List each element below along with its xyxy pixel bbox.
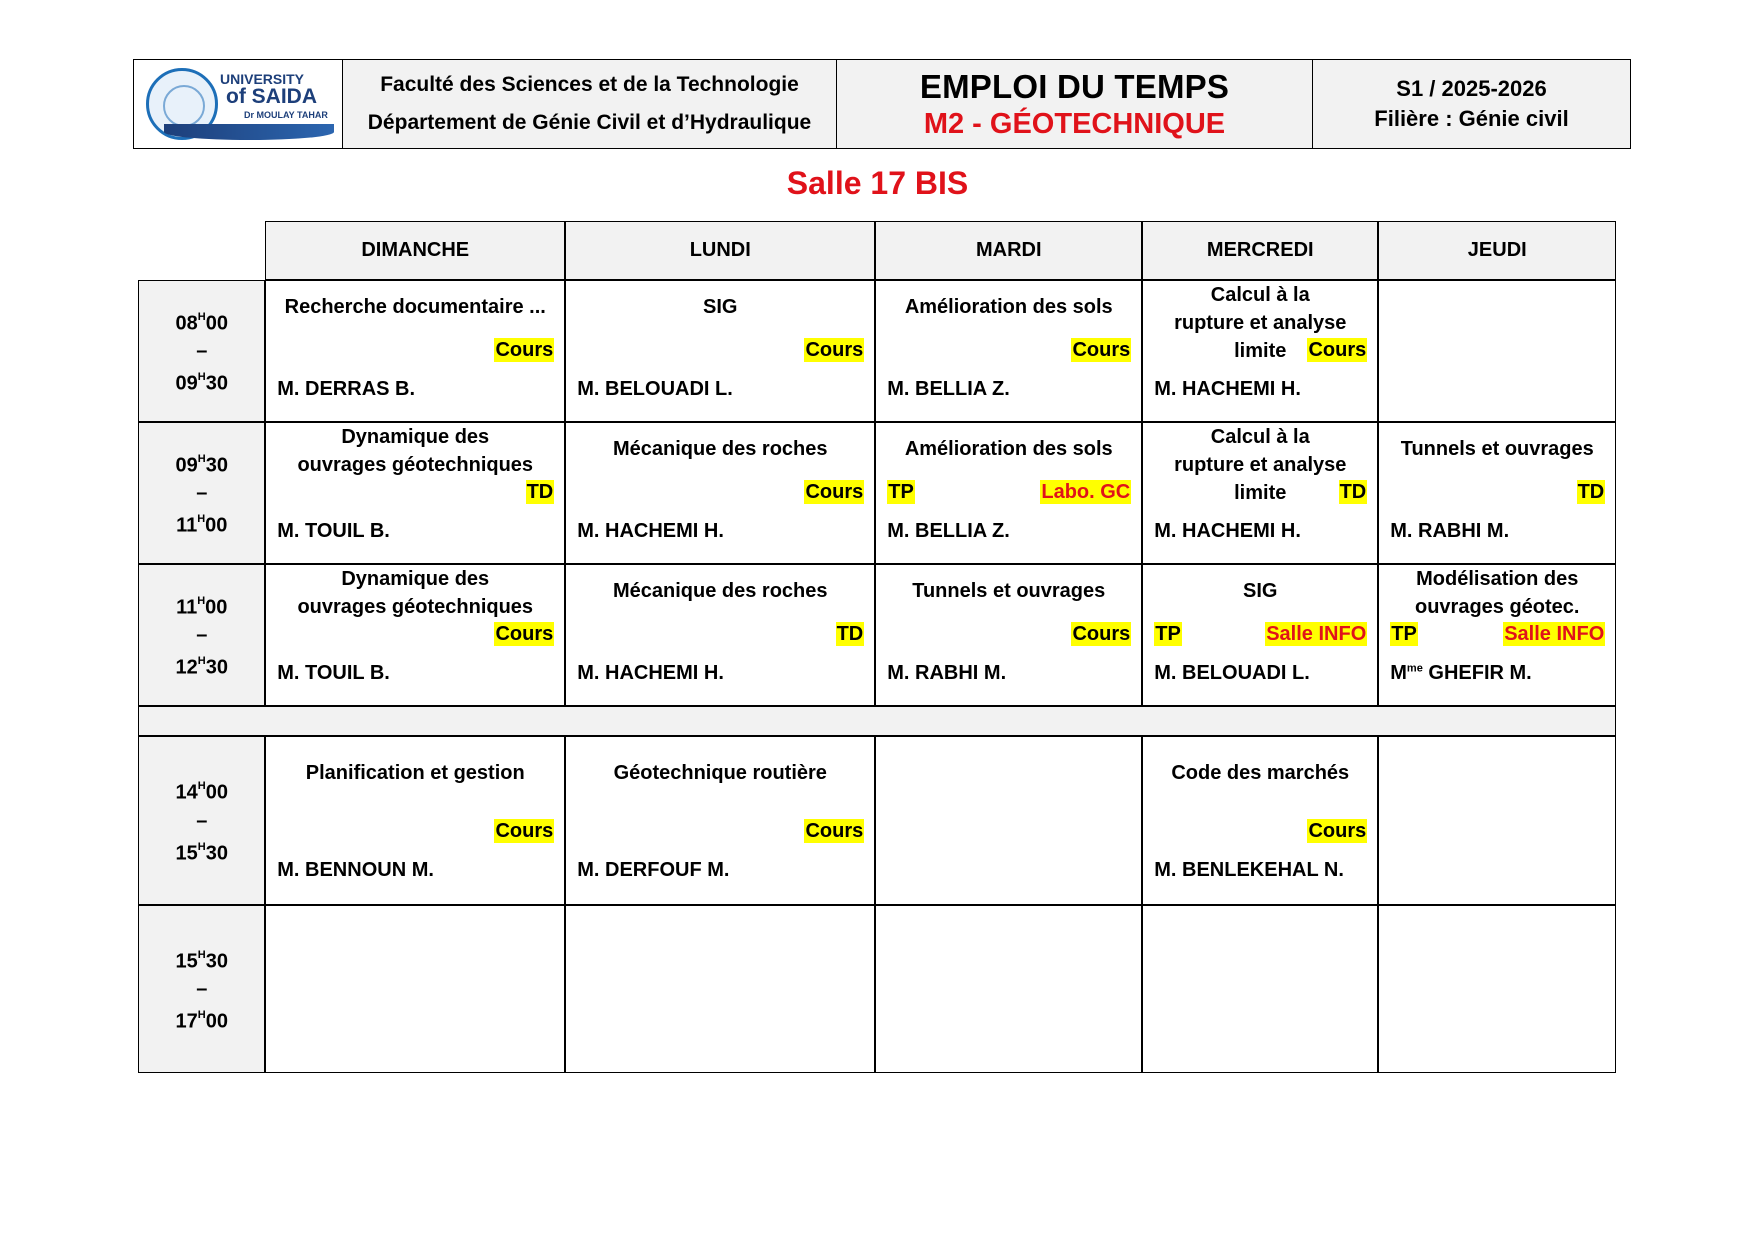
time-hour-mark: H	[197, 1009, 206, 1022]
faculty-name: Faculté des Sciences et de la Technologie	[380, 73, 799, 96]
course-title: Dynamique des ouvrages géotechniques	[297, 568, 534, 619]
session-type-row	[277, 819, 554, 843]
session-type-row	[577, 622, 864, 646]
teacher-name: M. DERRAS B.	[277, 378, 416, 401]
session-type-badge: Cours	[495, 820, 554, 843]
teacher-name: M. BENNOUN M.	[277, 859, 434, 882]
time-end: $11^H00$	[176, 513, 228, 537]
session-type-row	[1154, 622, 1367, 646]
session-type-badge: TD	[1339, 481, 1367, 504]
session-type-row	[887, 622, 1131, 646]
session-cell	[875, 564, 1142, 706]
session-type-badge: Cours	[1072, 339, 1131, 362]
session-type-badge: TP	[888, 481, 914, 504]
course-title: Amélioration des sols	[904, 296, 1113, 319]
program-subtitle: M2 - GÉOTECHNIQUE	[923, 107, 1226, 140]
session-cell	[565, 280, 875, 422]
session-type-row	[277, 338, 554, 362]
session-cell	[565, 736, 875, 905]
time-end: $09^H30$	[175, 371, 228, 395]
time-hour-mark: H	[197, 371, 206, 384]
time-slot-label	[138, 736, 265, 905]
time-hour-mark: H	[197, 452, 206, 465]
page-title: EMPLOI DU TEMPS	[919, 67, 1230, 105]
session-type-badge: TD	[836, 623, 864, 646]
session-cell	[265, 422, 565, 564]
time-start: $09^H30$	[175, 452, 228, 477]
session-type-badge: Cours	[805, 339, 864, 362]
session-type-row	[277, 622, 554, 646]
timetable-grid	[139, 222, 1626, 1078]
time-hour-mark: H	[197, 840, 206, 853]
session-cell	[565, 564, 875, 706]
teacher-name: M. HACHEMI H.	[1154, 378, 1301, 401]
course-title: SIG	[1243, 580, 1278, 603]
time-separator: –	[196, 340, 208, 363]
session-cell	[265, 564, 565, 706]
time-start: $11^H00$	[176, 594, 228, 619]
time-hour-mark: H	[197, 310, 206, 323]
session-type-row	[277, 480, 554, 504]
lunch-break-row	[138, 706, 1616, 736]
time-hour-mark: H	[197, 780, 206, 793]
session-type-row	[577, 480, 864, 504]
session-type-row	[1154, 480, 1367, 504]
session-type-row	[1390, 622, 1605, 646]
time-separator: –	[196, 624, 208, 647]
time-end: $17^H00$	[175, 1009, 228, 1033]
session-type-row	[577, 819, 864, 843]
session-cell	[1378, 905, 1616, 1073]
day-header: JEUDI	[1378, 221, 1616, 280]
session-cell	[1142, 564, 1378, 706]
teacher-name: $M^{me}$ GHEFIR M.	[1390, 662, 1532, 685]
teacher-name: M. HACHEMI H.	[577, 520, 724, 543]
day-header: MARDI	[875, 221, 1142, 280]
session-cell	[1378, 422, 1616, 564]
session-type-badge: Cours	[1072, 623, 1131, 646]
session-type-row	[1390, 480, 1605, 504]
session-type-badge: Cours	[1308, 339, 1367, 362]
teacher-name: M. BELOUADI L.	[577, 378, 733, 401]
course-title: SIG	[703, 296, 738, 319]
time-end: $12^H30$	[175, 655, 228, 679]
teacher-name: M. BENLEKEHAL N.	[1154, 859, 1344, 882]
session-cell	[875, 422, 1142, 564]
session-type-row	[577, 338, 864, 362]
session-cell	[265, 905, 565, 1073]
teacher-name: M. BELLIA Z.	[887, 520, 1010, 543]
time-hour-mark: H	[197, 655, 206, 668]
course-title: Mécanique des roches	[612, 438, 828, 461]
time-hour-mark: H	[197, 948, 206, 961]
time-start: $08^H00$	[175, 310, 228, 335]
teacher-name: M. TOUIL B.	[277, 520, 390, 543]
course-title: Code des marchés	[1171, 762, 1350, 785]
session-room-badge: Salle INFO	[1504, 623, 1605, 646]
session-type-badge: TP	[1391, 623, 1417, 646]
session-type-badge: TD	[1577, 481, 1605, 504]
teacher-name: M. DERFOUF M.	[577, 859, 730, 882]
session-cell	[1142, 736, 1378, 905]
time-slot-label	[138, 422, 265, 564]
session-cell	[1378, 564, 1616, 706]
session-room-badge: Salle INFO	[1266, 623, 1367, 646]
time-slot-label	[138, 905, 265, 1073]
session-cell	[875, 280, 1142, 422]
session-cell	[265, 736, 565, 905]
course-title: Calcul à la rupture et analyse limite	[1174, 426, 1347, 505]
teacher-name: M. RABHI M.	[1390, 520, 1510, 543]
semester-label: S1 / 2025-2026	[1396, 76, 1547, 101]
title-block	[837, 60, 1313, 148]
header-table	[133, 59, 1631, 149]
course-title: Géotechnique routière	[613, 762, 827, 785]
time-slot-label	[138, 564, 265, 706]
session-type-badge: Cours	[1308, 820, 1367, 843]
session-cell	[1378, 736, 1616, 905]
day-header: MERCREDI	[1142, 221, 1378, 280]
session-cell	[565, 905, 875, 1073]
session-type-badge: Cours	[805, 481, 864, 504]
session-type-badge: Cours	[805, 820, 864, 843]
course-title: Planification et gestion	[305, 762, 525, 785]
time-separator: –	[196, 809, 208, 832]
course-title: Tunnels et ouvrages	[1400, 438, 1594, 461]
session-type-row	[887, 338, 1131, 362]
session-type-row	[1154, 338, 1367, 362]
teacher-name: M. HACHEMI H.	[1154, 520, 1301, 543]
session-type-badge: Cours	[495, 339, 554, 362]
department-name: Département de Génie Civil et d’Hydraulique	[367, 111, 812, 134]
course-title: Tunnels et ouvrages	[912, 580, 1106, 603]
session-type-badge: TP	[1155, 623, 1181, 646]
course-title: Modélisation des ouvrages géotec.	[1414, 568, 1580, 619]
session-cell	[565, 422, 875, 564]
session-type-row	[887, 480, 1131, 504]
time-hour-mark: H	[197, 513, 206, 526]
teacher-name: M. TOUIL B.	[277, 662, 390, 685]
course-title: Mécanique des roches	[612, 580, 828, 603]
session-type-row	[1154, 819, 1367, 843]
day-header: DIMANCHE	[265, 221, 565, 280]
logo-text-saida: of SAIDA	[226, 85, 317, 108]
session-room-badge: Labo. GC	[1041, 481, 1131, 504]
time-separator: –	[196, 482, 208, 505]
logo-swoosh-icon	[164, 124, 334, 140]
session-cell	[1378, 280, 1616, 422]
time-end: $15^H30$	[175, 840, 228, 865]
session-type-badge: TD	[526, 481, 554, 504]
session-cell	[265, 280, 565, 422]
course-title: Amélioration des sols	[904, 438, 1113, 461]
faculty-block	[343, 60, 837, 148]
session-cell	[1142, 905, 1378, 1073]
teacher-title-sup: me	[1406, 662, 1423, 675]
room-title: Salle 17 BIS	[786, 165, 969, 201]
semester-block	[1313, 60, 1630, 148]
teacher-name: M. BELOUADI L.	[1154, 662, 1310, 685]
branch-label: Filière : Génie civil	[1374, 106, 1569, 131]
time-separator: –	[196, 978, 208, 1001]
time-start: $15^H30$	[175, 948, 228, 973]
session-cell	[875, 736, 1142, 905]
logo-text-moulay: Dr MOULAY TAHAR	[244, 110, 328, 120]
logo-text-university: UNIVERSITY	[220, 71, 305, 87]
time-start: $14^H00$	[175, 780, 228, 804]
course-title: Dynamique des ouvrages géotechniques	[297, 426, 534, 477]
teacher-name: M. BELLIA Z.	[887, 378, 1010, 401]
teacher-name: M. RABHI M.	[887, 662, 1007, 685]
course-title: Recherche documentaire ...	[284, 296, 546, 319]
time-slot-label	[138, 280, 265, 422]
day-header: LUNDI	[565, 221, 875, 280]
session-cell	[1142, 422, 1378, 564]
time-hour-mark: H	[197, 594, 206, 607]
course-title: Calcul à la rupture et analyse limite	[1174, 284, 1347, 363]
session-type-badge: Cours	[495, 623, 554, 646]
session-cell	[875, 905, 1142, 1073]
teacher-name: M. HACHEMI H.	[577, 662, 724, 685]
university-logo	[134, 60, 343, 148]
session-cell	[1142, 280, 1378, 422]
